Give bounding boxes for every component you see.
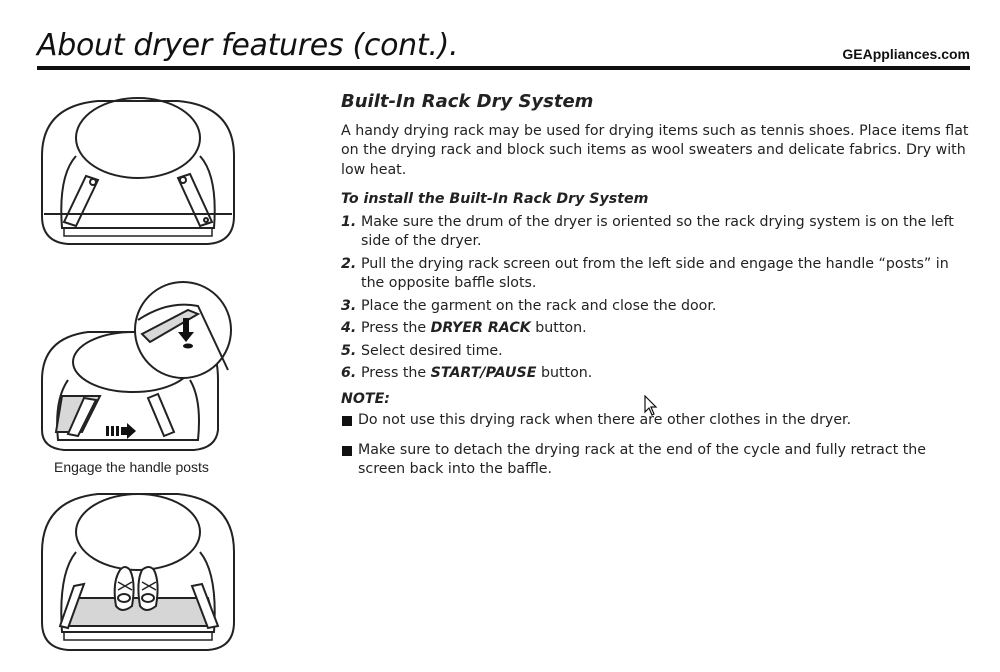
step-item bbox=[341, 319, 971, 339]
install-heading: To install the Built-In Rack Dry System bbox=[341, 191, 649, 207]
intro-paragraph: A handy drying rack may be used for drying items such as tennis shoes. Place items flat on the drying rack and block such items as wool sweaters and delicate fabrics. Dry with low heat. bbox=[341, 122, 969, 178]
install-steps bbox=[341, 213, 971, 384]
step-text: Select desired time. bbox=[361, 342, 503, 359]
step-number: 3. bbox=[341, 297, 357, 314]
illustration-caption: Engage the handle posts bbox=[54, 459, 209, 475]
step-number: 6. bbox=[341, 365, 357, 381]
square-bullet-icon bbox=[342, 416, 352, 426]
step-item bbox=[341, 297, 971, 317]
square-bullet-icon bbox=[342, 446, 352, 456]
rack-dry-section bbox=[341, 92, 971, 490]
dryer-rack-button-name: DRYER RACK bbox=[430, 320, 531, 336]
start-pause-button-name: START/PAUSE bbox=[430, 365, 537, 381]
site-link[interactable]: GEAppliances.com bbox=[842, 46, 970, 62]
step-item bbox=[341, 364, 971, 384]
engage-posts-illustration bbox=[38, 280, 238, 455]
step-number: 5. bbox=[341, 342, 357, 359]
mouse-pointer-icon bbox=[644, 395, 658, 421]
step-number: 2. bbox=[341, 255, 357, 272]
page-title: About dryer features (cont.). bbox=[37, 28, 459, 63]
step-item bbox=[341, 342, 971, 362]
step-item bbox=[341, 255, 971, 294]
notes-list bbox=[341, 411, 971, 480]
step-text: Make sure the drum of the dryer is oriented so the rack drying system is on the left side of the dryer. bbox=[361, 213, 954, 249]
step-text-post: button. bbox=[536, 365, 593, 381]
step-text-pre: Press the bbox=[361, 320, 431, 336]
step-number: 4. bbox=[341, 320, 357, 336]
note-heading: NOTE: bbox=[341, 390, 390, 407]
section-heading: Built-In Rack Dry System bbox=[341, 91, 594, 112]
step-number: 1. bbox=[341, 213, 357, 230]
dryer-drum-illustration bbox=[38, 96, 238, 251]
step-text: Place the garment on the rack and close the door. bbox=[361, 297, 717, 314]
note-item bbox=[341, 441, 971, 480]
note-text: Do not use this drying rack when there are other clothes in the dryer. bbox=[358, 412, 852, 428]
step-text: Pull the drying rack screen out from the left side and engage the handle “posts” in the opposite baffle slots. bbox=[361, 255, 949, 291]
title-rule bbox=[37, 66, 970, 70]
step-text-post: button. bbox=[530, 320, 587, 336]
note-text: Make sure to detach the drying rack at the end of the cycle and fully retract the screen back into the baffle. bbox=[358, 441, 927, 477]
shoes-on-rack-illustration bbox=[38, 490, 238, 655]
step-text-pre: Press the bbox=[361, 365, 431, 381]
step-item bbox=[341, 213, 971, 252]
